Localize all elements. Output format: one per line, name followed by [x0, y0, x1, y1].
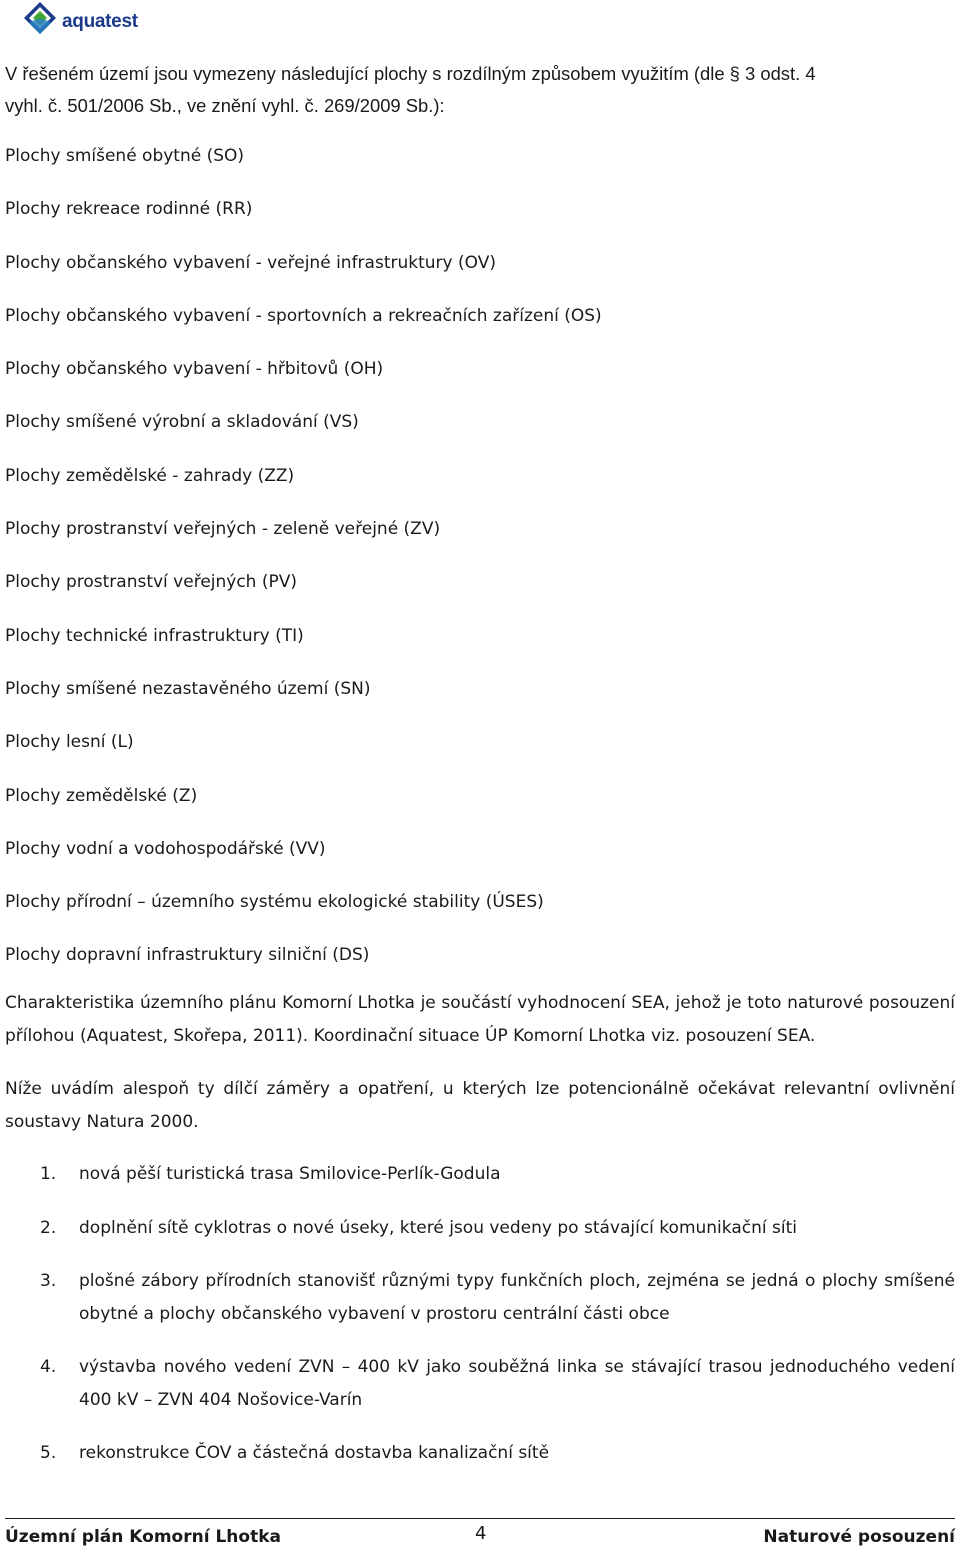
intro-line-2: vyhl. č. 501/2006 Sb., ve znění vyhl. č. 269/2009 Sb.): [5, 95, 445, 116]
measure-text: doplnění sítě cyklotras o nové úseky, které jsou vedeny po stávající komunikační síti [79, 1217, 797, 1238]
measure-item [5, 1265, 955, 1330]
characteristics-paragraph: Charakteristika územního plánu Komorní Lhotka je součástí vyhodnocení SEA, jehož je toto naturové posouzení přílohou (Aquatest, Skořepa, 2011). Koordinační situace ÚP Komorní Lhotka viz. posouzení SEA. [5, 993, 955, 1046]
footer-page-number: 4 [475, 1523, 487, 1544]
category-item: Plochy smíšené nezastavěného území (SN) [5, 678, 371, 699]
measure-text: výstavba nového vedení ZVN – 400 kV jako souběžná linka se stávající trasou jednoduchého vedení 400 kV – ZVN 404 Nošovice-Varín [79, 1357, 955, 1410]
measure-text: rekonstrukce ČOV a částečná dostavba kanalizační sítě [79, 1443, 550, 1464]
category-item: Plochy dopravní infrastruktury silniční (DS) [5, 945, 370, 966]
measure-text: nová pěší turistická trasa Smilovice-Perlík-Godula [79, 1164, 501, 1185]
measure-item [5, 1437, 955, 1470]
measures-list [5, 1158, 955, 1470]
logo-text: aquatest [62, 11, 138, 32]
measure-item [5, 1158, 955, 1191]
category-item: Plochy zemědělské - zahrady (ZZ) [5, 465, 295, 486]
category-item: Plochy prostranství veřejných (PV) [5, 572, 298, 593]
page-footer [5, 1518, 955, 1553]
intro-line-1: V řešeném území jsou vymezeny následující plochy s rozdílným způsobem využitím (dle § 3 odst. 4 [5, 63, 816, 84]
measure-item [5, 1351, 955, 1416]
aquatest-logo [20, 0, 138, 36]
category-item: Plochy občanského vybavení - sportovních a rekreačních zařízení (OS) [5, 305, 602, 326]
category-item: Plochy smíšené výrobní a skladování (VS) [5, 412, 359, 433]
intentions-paragraph: Níže uvádím alespoň ty dílčí záměry a opatření, u kterých lze potencionálně očekávat relevantní ovlivnění soustavy Natura 2000. [5, 1079, 955, 1132]
measure-number: 1. [40, 1164, 57, 1185]
category-item: Plochy občanského vybavení - hřbitovů (OH) [5, 359, 384, 380]
category-item: Plochy občanského vybavení - veřejné infrastruktury (OV) [5, 252, 496, 273]
measure-number: 4. [40, 1357, 57, 1378]
category-item: Plochy prostranství veřejných - zeleně veřejné (ZV) [5, 519, 441, 540]
footer-section-title: Naturové posouzení [763, 1527, 955, 1547]
footer-document-title: Územní plán Komorní Lhotka [5, 1527, 281, 1547]
measure-item [5, 1212, 955, 1245]
category-item: Plochy přírodní – územního systému ekologické stability (ÚSES) [5, 892, 544, 913]
category-item: Plochy vodní a vodohospodářské (VV) [5, 838, 326, 859]
measure-number: 3. [40, 1271, 57, 1292]
measure-text: plošné zábory přírodních stanovišť různými typy funkčních ploch, zejména se jedná o plochy smíšené obytné a plochy občanského vybavení v prostoru centrální části obce [79, 1271, 955, 1324]
category-item: Plochy zemědělské (Z) [5, 785, 198, 806]
category-item: Plochy rekreace rodinné (RR) [5, 199, 253, 220]
measure-number: 2. [40, 1217, 57, 1238]
category-item: Plochy smíšené obytné (SO) [5, 146, 245, 166]
aquatest-diamond-logo-icon [20, 1, 60, 35]
category-item: Plochy lesní (L) [5, 732, 134, 753]
document-body [5, 58, 955, 1491]
land-use-category-list [5, 144, 955, 967]
intro-paragraph [5, 58, 955, 122]
category-item: Plochy technické infrastruktury (TI) [5, 625, 304, 646]
measure-number: 5. [40, 1443, 57, 1464]
